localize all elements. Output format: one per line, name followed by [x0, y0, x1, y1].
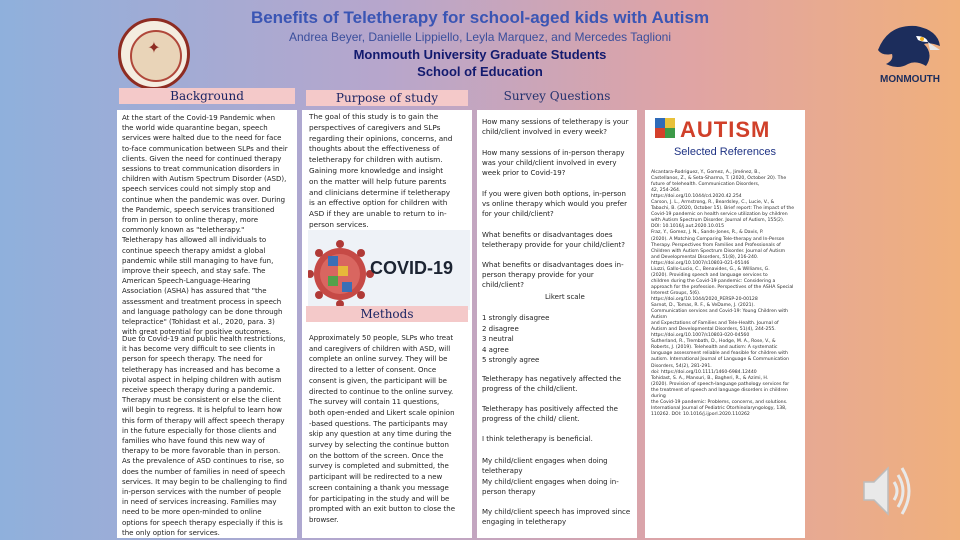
- survey-question-1: How many sessions of teletherapy is your child/client involved in every week?: [482, 118, 629, 136]
- hawk-mascot-logo: [868, 20, 948, 88]
- survey-question-5: What benefits or disadvantages does in-person therapy provide for your child/client?: [482, 261, 624, 289]
- authors: Andrea Beyer, Danielle Lippiello, Leyla Marquez, and Mercedes Taglioni: [288, 30, 671, 44]
- mascot-wordmark: MONMOUTH: [880, 74, 940, 85]
- covid-19-label: COVID-19: [370, 258, 454, 278]
- survey-statement-6: My child/client speech has improved since engaging in teletherapy: [482, 508, 631, 526]
- survey-statement-4: My child/client engages when doing teletherapy: [482, 457, 608, 475]
- background-heading: Background: [119, 88, 295, 104]
- university-seal-logo: ✦: [118, 18, 190, 90]
- survey-heading: Survey Questions: [503, 89, 611, 103]
- autism-label: AUTISM: [680, 117, 771, 142]
- survey-question-4: What benefits or disadvantages does teletherapy provide for your child/client?: [482, 231, 626, 249]
- survey-question-2: How many sessions of in-person therapy was your child/client involved in every week prior to Covid-19?: [482, 149, 625, 177]
- institution: Monmouth University Graduate Students: [353, 47, 607, 62]
- references-heading: Selected References: [673, 146, 777, 158]
- survey-statement-2: Teletherapy has positively affected the progress of the child/ client.: [482, 405, 618, 423]
- purpose-heading: Purpose of study: [306, 90, 468, 106]
- survey-question-3: If you were given both options, in-person vs online therapy which would you prefer for your child/client?: [482, 190, 627, 218]
- survey-statement-3: I think teletherapy is beneficial.: [482, 435, 593, 443]
- poster-title: Benefits of Teletherapy for school-aged kids with Autism: [250, 8, 710, 27]
- survey-statement-1: Teletherapy has negatively affected the progress of the child/client.: [482, 375, 622, 393]
- likert-heading: Likert scale: [545, 293, 585, 301]
- methods-text: Approximately 50 people, SLPs who treat and caregivers of children with ASD, will complete an online survey. They will be directed to a letter of consent. Once consent is given, the participant will be directed to continue to the online survey. The survey will contain 11 questions, both open-ended and Likert scale opinion -based questions. The participants may skip any question at any time during the survey by selecting the continue button on the bottom of the screen. Once the survey is completed and submitted, the participant will be redirected to a new screen containing a thank you message for participating in the study and will be prompted with an exit button to close the browser.: [309, 334, 456, 524]
- likert-scale-list: 1 strongly disagree 2 disagree 3 neutral 4 agree 5 strongly agree: [482, 314, 550, 365]
- references-list: Alcantara-Rodriguez, Y., Gomez, A., Jiménez, B., Castellanos, Z., & Seta-Sharma, T. (2020, October 20). The future of telehealth. Communication Disorders, 42, 254-264. https://doi.org/10.1044/cd.2020.42.254 Carson, J. L., Armstrong, R., Beardsley, C., Lucie, V., & Tabachi, B. (2020, October 15). Brief report: The impact of the Covid-19 pandemic on health service utilization by children with Autism Spectrum Disorder. Journal of Autism, 155(2). DOI: 10.1016/j.aut.2020.10.015 Fraz, Y., Gomez, J. N., Sands-Jones, R., & Davis, P. (2020). A Matching Comparing Tele-therapy and In-Person Therapy. Perspectives from Families and Professionals of Children with Autism Spectrum Disorder. Journal of Autism and Developmental Disorders, 51(8), 216-240. https://doi.org/10.1007/s10803-021-05146 Liuzzi, Gallo-Lucio, C., Benavides, G., & Williams, G. (2020). Providing speech and language services to children during the Covid-19 pandemic: Considering a approach for the profession. Perspectives of the ASHA Special Interest Groups, 5(6). https://doi.org/10.1044/2020_PERSP-20-00128 Sarnot, D., Tomas, R. F., & VeDame, J. (2021). Communication services and Covid-19: Young Children with Autism and Expectations of Families and Tele-Health. Journal of Autism and Developmental Disorders, 51(4), 244-255. https://doi.org/10.1007/s10803-020-04560 Sutherland, R., Trembath, D., Hodge, M. A., Rose, V., & Roberts, J. (2019). Telehealth and autism: A systematic language assessment reliable and feasible for children with autism. International Journal of Language & Communication Disorders, 54(2), 281-291. doi: https://doi.org/10.1111/1460-6984.12440 Tohidast, S. A., Mansuri, B., Bagheri, R., & Azimi, H. (2020). Provision of speech-language pathology services for the treatment of speech and language disorders in children during the Covid-19 pandemic: Problems, concerns, and solutions. International Journal of Pediatric Otorhinolaryngology, 138, 110262. DOI: 10.1016/j.ijporl.2020.110262: [651, 170, 795, 417]
- school: School of Education: [417, 64, 543, 79]
- speaker-icon[interactable]: [860, 460, 912, 522]
- methods-heading: Methods: [306, 306, 468, 322]
- survey-statement-5: My child/client engages when doing in-person therapy: [482, 478, 619, 496]
- background-paragraph-2: Due to Covid-19 and public health restrictions, it has become very difficult to see clients in person for speech therapy. The need for teletherapy has increased and has become a pivotal aspect in helping children with autism receive speech therapy during a pandemic. Therapy must be consistent or else the client will begin to regress. It is helpful to learn how this form of therapy will affect speech therapy in the future especially for those clients and families who have found this new way of therapy to be more favorable than in person. As the prevalence of ASD continues to rise, so does the number of families in need of speech services. It may begin to be challenging to find in-person services with the number of people in need of services increasing. Families may need to be more open-minded to online options for speech therapy especially if this is the only option for services.: [122, 335, 287, 537]
- purpose-text: The goal of this study is to gain the perspectives of caregivers and SLPs regarding their opinions, concerns, and thoughts about the effectiveness of teletherapy for children with autism. Gaining more knowledge and insight on the matter will help future parents and clinicians determine if teletherapy is an effective option for children with ASD if they are unable to return to in- person services.: [309, 112, 453, 229]
- background-paragraph-1: At the start of the Covid-19 Pandemic when the world wide quarantine began, speech services were halted due to the need for face to-face communication between SLPs and their clients. Given the need for continued therapy sessions to treat communication disorders in children with Autism Spectrum Disorder (ASD), speech services could not simply stop and continue when the pandemic was over. During the Pandemic, speech services transitioned from in person to online therapy, more commonly known as "teletherapy." Teletherapy has allowed all individuals to continue speech therapy amidst a global pandemic while still managing to have fun, improve their speech, and stay safe. The American Speech-Language-Hearing Association (ASHA) has assured that "the assessment and treatment process in speech and language pathology can be done through telepractice" (Tohidast et al., 2020, para. 3) with great potential for positive outcomes.: [122, 114, 288, 337]
